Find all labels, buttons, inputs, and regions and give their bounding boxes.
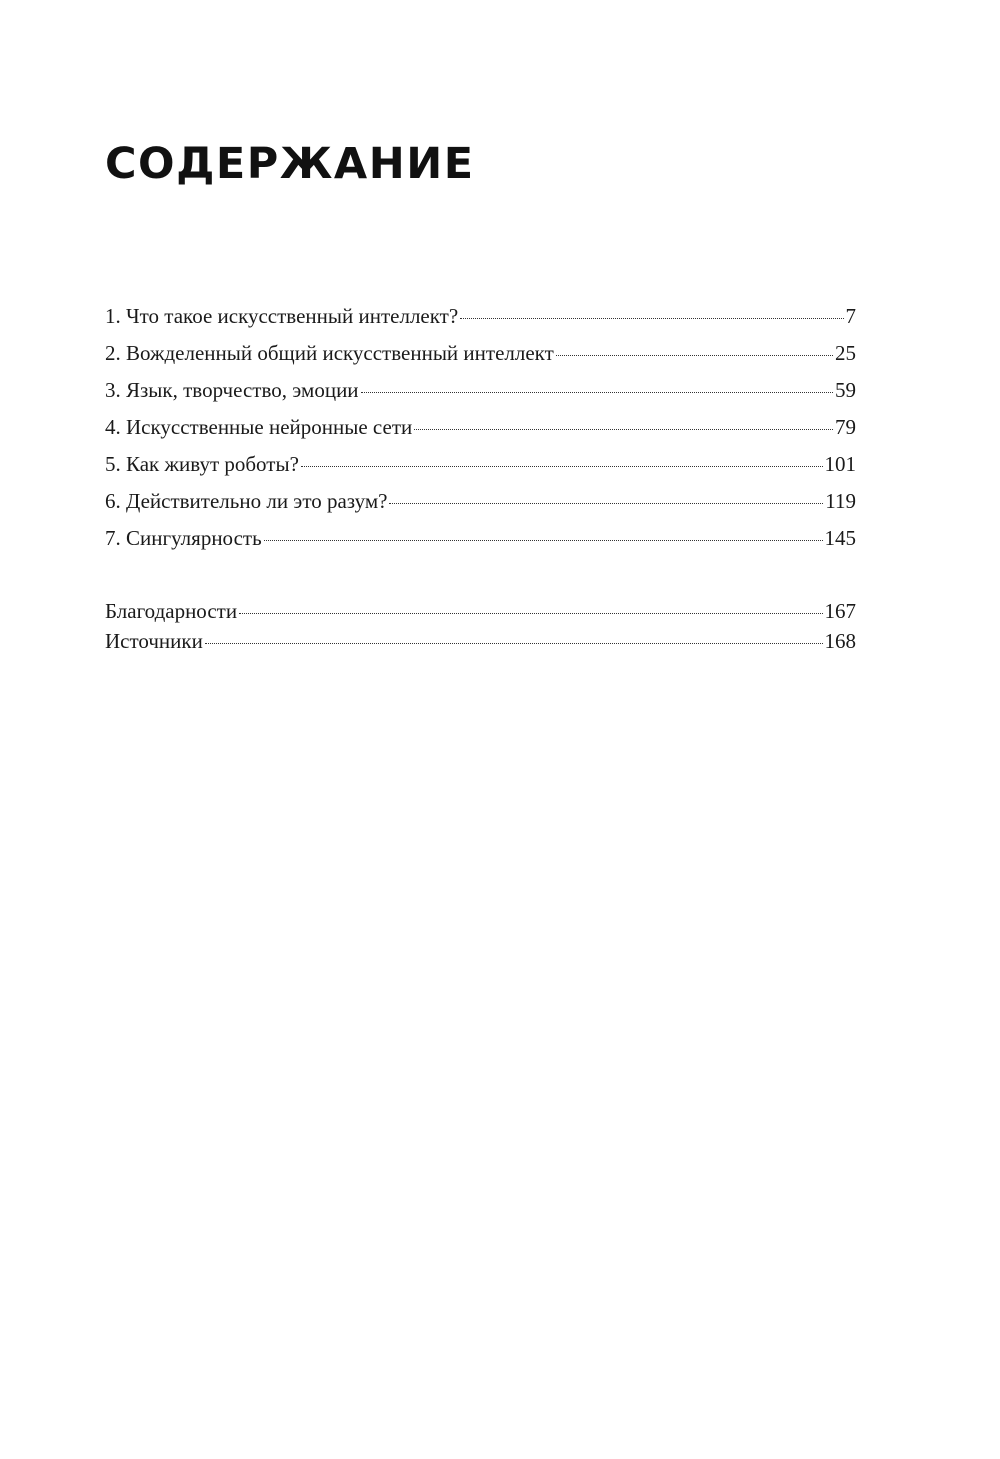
dot-leader [414, 429, 833, 430]
dot-leader [460, 318, 843, 319]
toc-entry-page: 119 [825, 489, 856, 513]
toc-entry-chapter-2[interactable] [105, 335, 856, 372]
dot-leader [556, 355, 833, 356]
back-matter-list [105, 596, 856, 656]
toc-entry-label: Благодарности [105, 599, 238, 623]
toc-entry-label: 4. Искусственные нейронные сети [105, 415, 413, 439]
toc-entry-sources[interactable] [105, 626, 856, 656]
toc-entry-page: 59 [835, 378, 856, 402]
toc-entry-label: 7. Сингулярность [105, 526, 262, 550]
toc-entry-chapter-3[interactable] [105, 372, 856, 409]
toc-entry-page: 25 [835, 341, 856, 365]
dot-leader [264, 540, 823, 541]
toc-entry-label: 6. Действительно ли это разум? [105, 489, 388, 513]
toc-entry-label: 3. Язык, творчество, эмоции [105, 378, 359, 402]
dot-leader [301, 466, 823, 467]
toc-entry-chapter-4[interactable] [105, 409, 856, 446]
toc-entry-page: 7 [845, 304, 856, 328]
toc-entry-chapter-5[interactable] [105, 446, 856, 483]
toc-entry-page: 145 [824, 526, 856, 550]
toc-entry-label: Источники [105, 629, 203, 653]
toc-entry-chapter-6[interactable] [105, 483, 856, 520]
toc-entry-page: 101 [824, 452, 856, 476]
toc-entry-chapter-1[interactable] [105, 298, 856, 335]
toc-entry-label: 5. Как живут роботы? [105, 452, 299, 476]
chapter-list [105, 298, 856, 557]
toc-entry-page: 79 [835, 415, 856, 439]
dot-leader [389, 503, 823, 504]
dot-leader [239, 613, 822, 614]
dot-leader [361, 392, 833, 393]
toc-entry-label: 2. Вожделенный общий искусственный интеллект [105, 341, 554, 365]
toc-entry-chapter-7[interactable] [105, 520, 856, 557]
toc-entry-page: 168 [824, 629, 856, 653]
contents-heading: СОДЕРЖАНИЕ [105, 139, 475, 189]
dot-leader [205, 643, 823, 644]
toc-entry-label: 1. Что такое искусственный интеллект? [105, 304, 459, 328]
toc-entry-page: 167 [824, 599, 856, 623]
toc-entry-acknowledgements[interactable] [105, 596, 856, 626]
